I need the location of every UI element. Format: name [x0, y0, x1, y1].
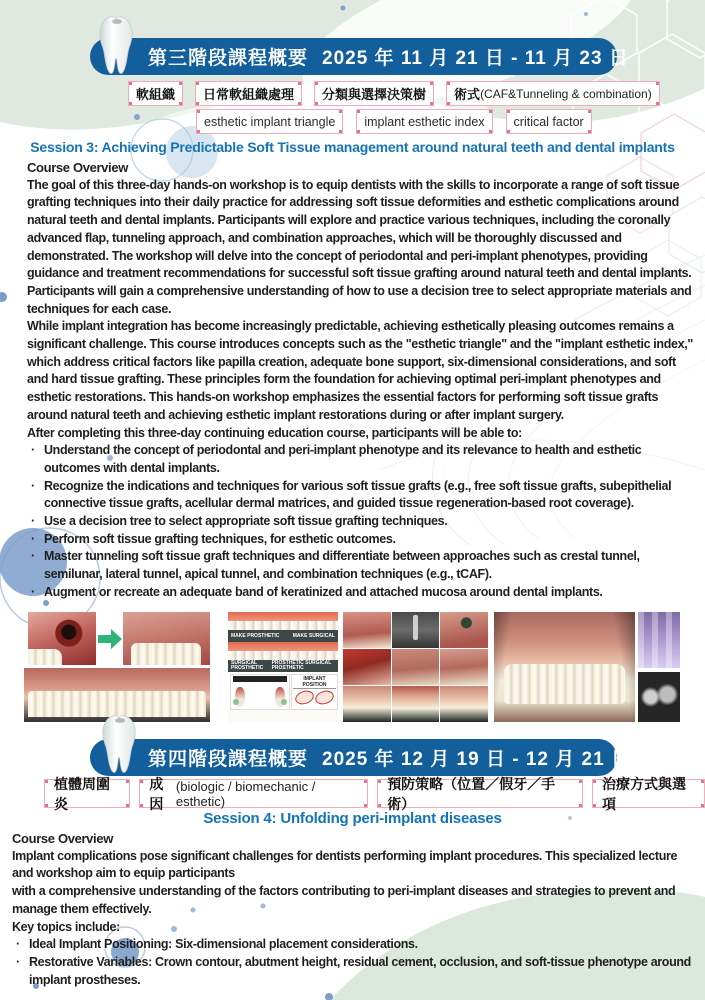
diagram-label: MAKE SURGICAL	[292, 632, 335, 639]
tag-techniques-caf-tunneling: 術式 (CAF&Tunneling & combination)	[446, 81, 660, 106]
session3-banner	[90, 38, 629, 75]
subgingival-contour-diagram	[230, 674, 290, 710]
paragraph: While implant integration has become increasingly predictable, achieving esthetically pleasing outcomes remains a significant challenge. This course introduces concepts such as the "esthetic triangle" and the "implant esthetic index," which address critical factors like papilla creation, adequate bone support, six-dimensional considerations, and soft and hard tissue grafting. These principles form the foundation for achieving optimal peri-implant phenotypes and esthetic restorations. This hands-on workshop emphasizes the essential factors for performing soft tissue grafts around natural teeth and achieving esthetic implant restorations during or after implant surgery.	[27, 319, 693, 422]
key-topic-item: · Restorative Variables: Crown contour, abutment height, residual cement, occlusion, and soft-tissue phenotype around implant prostheses.	[12, 954, 698, 989]
tooth-icon	[92, 14, 140, 80]
xray-purple-photo	[638, 612, 680, 668]
session4-banner-dates: 2025 年 12 月 19 日 - 12 月 21 日	[322, 749, 631, 770]
session3-banner-title: 第三階段課程概要	[148, 48, 309, 69]
paragraph: Implant complications pose significant challenges for dentists performing implant procedures. This specialized lecture and workshop aim to equip participants	[12, 848, 678, 881]
tooth-icon	[95, 713, 143, 779]
clinical-photo-after-graft	[123, 612, 210, 665]
clinical-photo-grid	[343, 612, 488, 722]
session4-heading: Session 4: Unfolding peri-implant diseases	[203, 810, 502, 827]
paragraph: The goal of this three-day hands-on workshop is to equip dentists with the skills to incorporate a range of soft tissue grafting techniques into their daily practice for addressing soft tissue deformities and esthetic complications around natural teeth and dental implants. Participants will explore and practice various techniques, including the coronally advanced flap, tunneling approach, and combination approaches, which will be thoroughly discussed and demonstrated. The workshop will delve into the concept of periodontal and peri-implant phenotypes, providing guidance and treatment recommendations for successful soft tissue grafting around natural teeth and dental implants. Participants will gain a comprehensive understanding of how to use a decision tree to select appropriate materials and techniques for each case.	[27, 177, 692, 316]
ct-scan-photo	[638, 672, 680, 722]
tag-critical-factor: critical factor	[506, 109, 592, 134]
clinical-photo	[343, 649, 391, 685]
course-overview-label: Course Overview	[27, 160, 128, 175]
clinical-photo	[440, 649, 488, 685]
tag-esthetic-implant-triangle: esthetic implant triangle	[196, 109, 343, 134]
session4-banner-title: 第四階段課程概要	[148, 749, 309, 770]
diagram-label: PROSTHETIC SURGICAL PROSTHETIC	[271, 660, 332, 671]
key-topic-item: · Ideal Implant Positioning: Six-dimensional placement considerations.	[12, 936, 698, 954]
key-topics-list	[12, 936, 698, 989]
session3-tags-row2	[196, 109, 592, 134]
session3-banner-dates: 2025 年 11 月 21 日 - 11 月 23 日	[322, 48, 629, 69]
session4-banner	[90, 739, 631, 776]
tag-daily-soft-tissue-management: 日常軟組織處理	[195, 81, 302, 106]
course-overview-label: Course Overview	[12, 831, 113, 846]
xray-photo	[392, 612, 440, 648]
diagram-label: IMPLANT POSITION	[293, 676, 336, 689]
tag-etiology: 成因 (biologic / biomechanic / esthetic)	[139, 779, 368, 808]
tag-peri-implantitis: 植體周圍炎	[44, 779, 130, 808]
tag-prevention-strategy: 預防策略（位置／假牙／手術）	[377, 779, 583, 808]
clinical-photo	[440, 686, 488, 722]
objective-item: · Master tunneling soft tissue graft techniques and differentiate between approaches such as crestal tunnel, semilunar, lateral tunnel, apical tunnel, and combination techniques (e.g., tCAF).	[27, 548, 698, 583]
session4-tags	[44, 775, 705, 812]
paragraph: After completing this three-day continuing education course, participants will be able to:	[27, 425, 522, 440]
clinical-photo	[392, 686, 440, 722]
tag-treatment-options: 治療方式與選項	[592, 779, 705, 808]
objective-item: · Recognize the indications and techniques for various soft tissue grafts (e.g., free soft tissue grafts, subepithelial connective tissue grafts, acellular dermal matrices, and guided tissue regeneration-based root coverage).	[27, 478, 698, 513]
tag-implant-esthetic-index: implant esthetic index	[356, 109, 492, 134]
green-arrow-icon	[98, 629, 122, 649]
objective-item: · Understand the concept of periodontal and peri-implant phenotype and its relevance to health and esthetic outcomes with dental implants.	[27, 442, 698, 477]
session4-content	[12, 830, 698, 989]
tag-classification-decision-tree: 分類與選擇決策樹	[314, 81, 434, 106]
objective-item: · Perform soft tissue grafting techniques, for esthetic outcomes.	[27, 531, 698, 549]
session3-tags-row1	[128, 81, 660, 106]
implant-position-diagram	[291, 674, 338, 710]
session3-content	[27, 159, 698, 602]
paragraph: with a comprehensive understanding of the factors contributing to peri-implant diseases and strategies to prevent and manage them effectively.	[12, 884, 676, 916]
clinical-photo-strip	[24, 612, 680, 722]
objective-item: · Augment or recreate an adequate band of keratinized and attached mucosa around dental implants.	[27, 584, 698, 602]
diagram-label: MAKE PROSTHETIC	[231, 632, 280, 639]
objective-item: · Use a decision tree to select appropriate soft tissue grafting techniques.	[27, 513, 698, 531]
clinical-photo	[343, 686, 391, 722]
clinical-photo	[343, 612, 391, 648]
clinical-photo-esthetic-result	[494, 612, 635, 722]
clinical-photo	[392, 649, 440, 685]
diagram-label: SURGICAL PROSTHETIC	[231, 660, 264, 671]
session3-heading: Session 3: Achieving Predictable Soft Tissue management around natural teeth and dental implants	[30, 139, 675, 155]
tag-soft-tissue: 軟組織	[128, 81, 183, 106]
clinical-photo-implant-site	[28, 612, 96, 665]
paragraph: Key topics include:	[12, 919, 120, 934]
prosthetic-surgical-diagram	[228, 612, 338, 722]
clinical-photo	[440, 612, 488, 648]
objectives-list	[27, 442, 698, 601]
